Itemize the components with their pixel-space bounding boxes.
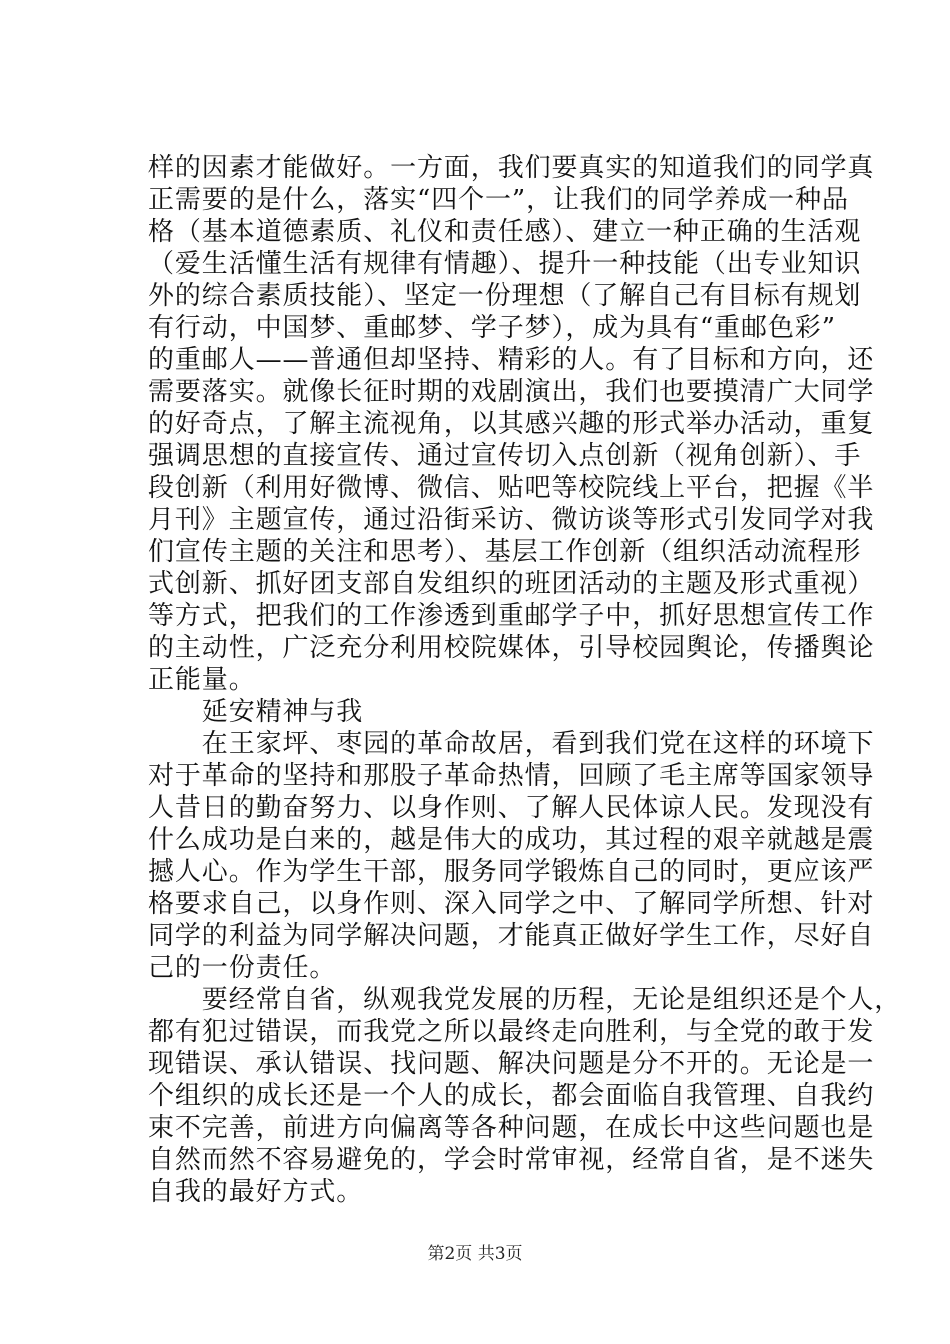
body-text — [148, 152, 902, 1208]
text-line: 都有犯过错误，而我党之所以最终走向胜利，与全党的敢于发 — [148, 1017, 875, 1047]
text-line: 外的综合素质技能）、坚定一份理想（了解自己有目标有规划 — [148, 281, 862, 311]
text-line: 要经常自省，纵观我党发展的历程，无论是组织还是个人， — [148, 985, 902, 1015]
text-line: 对于革命的坚持和那股子革命热情，回顾了毛主席等国家领导 — [148, 761, 875, 791]
text-line: 段创新（利用好微博、微信、贴吧等校院线上平台，把握《半 — [148, 473, 875, 503]
text-line: 等方式，把我们的工作渗透到重邮学子中，抓好思想宣传工作 — [148, 601, 875, 631]
text-line: 撼人心。作为学生干部，服务同学锻炼自己的同时，更应该严 — [148, 857, 875, 887]
text-line: 们宣传主题的关注和思考）、基层工作创新（组织活动流程形 — [148, 537, 862, 567]
text-line: 人昔日的勤奋努力、以身作则、了解人民体谅人民。发现没有 — [148, 793, 875, 823]
text-line: 样的因素才能做好。一方面，我们要真实的知道我们的同学真 — [148, 153, 875, 183]
text-line: 需要落实。就像长征时期的戏剧演出，我们也要摸清广大同学 — [148, 377, 875, 407]
text-line: 个组织的成长还是一个人的成长，都会面临自我管理、自我约 — [148, 1081, 875, 1111]
text-line: 在王家坪、枣园的革命故居，看到我们党在这样的环境下 — [148, 729, 875, 759]
text-line: 正能量。 — [148, 665, 256, 695]
text-line: 式创新、抓好团支部自发组织的班团活动的主题及形式重视） — [148, 569, 875, 599]
text-line: 什么成功是白来的，越是伟大的成功，其过程的艰辛就越是震 — [148, 825, 875, 855]
text-line: 月刊》主题宣传，通过沿街采访、微访谈等形式引发同学对我 — [148, 505, 875, 535]
text-line: 自我的最好方式。 — [148, 1177, 364, 1207]
text-line: 束不完善，前进方向偏离等各种问题，在成长中这些问题也是 — [148, 1113, 875, 1143]
text-line: 格（基本道德素质、礼仪和责任感）、建立一种正确的生活观 — [148, 217, 862, 247]
text-line: 现错误、承认错误、找问题、解决问题是分不开的。无论是一 — [148, 1049, 875, 1079]
page-number-footer: 第2页 共3页 — [427, 1244, 523, 1264]
text-line: 己的一份责任。 — [148, 953, 337, 983]
section-heading: 延安精神与我 — [148, 697, 364, 727]
text-line: 强调思想的直接宣传、通过宣传切入点创新（视角创新）、手 — [148, 441, 862, 471]
text-line: 的重邮人——普通但却坚持、精彩的人。有了目标和方向，还 — [148, 345, 875, 375]
text-line: 自然而然不容易避免的，学会时常审视，经常自省，是不迷失 — [148, 1145, 875, 1175]
text-line: 有行动，中国梦、重邮梦、学子梦），成为具有“重邮色彩” — [148, 313, 836, 343]
text-line: （爱生活懂生活有规律有情趣）、提升一种技能（出专业知识 — [148, 249, 862, 279]
text-line: 格要求自己，以身作则、深入同学之中、了解同学所想、针对 — [148, 889, 875, 919]
text-line: 的好奇点，了解主流视角，以其感兴趣的形式举办活动，重复 — [148, 409, 875, 439]
text-line: 同学的利益为同学解决问题，才能真正做好学生工作，尽好自 — [148, 921, 875, 951]
text-line: 的主动性，广泛充分利用校院媒体，引导校园舆论，传播舆论 — [148, 633, 875, 663]
text-line: 正需要的是什么，落实“四个一”，让我们的同学养成一种品 — [148, 185, 849, 215]
